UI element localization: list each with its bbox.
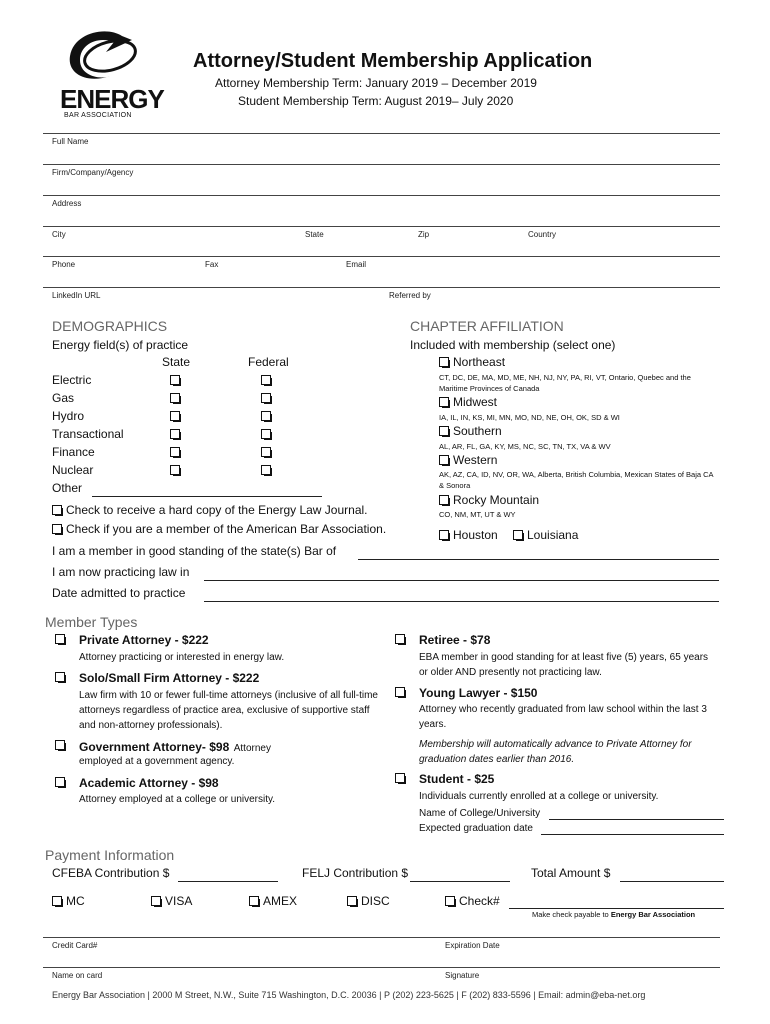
expiration-label: Expiration Date — [445, 941, 500, 950]
eba-logo — [56, 28, 164, 124]
transactional-state-checkbox[interactable] — [170, 429, 180, 439]
row-nuclear: Nuclear — [52, 463, 94, 477]
energy-fields-label: Energy field(s) of practice — [52, 338, 189, 352]
rocky-mountain-option[interactable] — [439, 493, 539, 507]
grad-date-label: Expected graduation date — [419, 823, 533, 834]
disc-checkbox[interactable] — [347, 896, 357, 906]
credit-card-field[interactable] — [43, 967, 720, 968]
amex-option[interactable] — [249, 894, 297, 908]
address-field[interactable] — [43, 226, 720, 227]
row-hydro: Hydro — [52, 409, 85, 423]
transactional-federal-checkbox[interactable] — [261, 429, 271, 439]
name-on-card-label: Name on card — [52, 971, 103, 980]
city-label: City — [52, 230, 66, 239]
check-note-payee: Energy Bar Association — [610, 910, 696, 919]
row-finance: Finance — [52, 445, 95, 459]
date-admitted-label: Date admitted to practice — [52, 586, 186, 600]
row-electric: Electric — [52, 373, 92, 387]
footer-text: Energy Bar Association | 2000 M Street, N.W., Suite 715 Washington, D.C. 20036 | P (202) 223-5625 | F (202) 833-5596 | Email: — [52, 990, 564, 1000]
western-label: Western — [453, 453, 498, 467]
felj-field[interactable] — [410, 881, 510, 882]
northeast-label: Northeast — [453, 355, 506, 369]
solo-attorney-checkbox[interactable] — [55, 672, 65, 682]
private-attorney-label: Private Attorney - $222 — [79, 633, 209, 647]
gas-state-checkbox[interactable] — [170, 393, 180, 403]
firm-field[interactable] — [43, 195, 720, 196]
rocky-mountain-label: Rocky Mountain — [453, 493, 540, 507]
journal-label: Check to receive a hard copy of the Energy Law Journal. — [66, 503, 368, 517]
houston-label: Houston — [453, 528, 498, 542]
footer-email-link[interactable]: admin@eba-net.org — [565, 990, 646, 1000]
houston-option[interactable] — [439, 528, 498, 542]
hydro-state-checkbox[interactable] — [170, 411, 180, 421]
cfeba-field[interactable] — [178, 881, 278, 882]
northeast-states: CT, DC, DE, MA, MD, ME, NH, NJ, NY, PA, RI, VT, Ontario, Quebec and the Maritime Provinces of Canada — [439, 373, 691, 393]
louisiana-option[interactable] — [513, 528, 578, 542]
cfeba-label: CFEBA Contribution $ — [52, 866, 170, 880]
phone-label: Phone — [52, 260, 76, 269]
midwest-checkbox[interactable] — [439, 397, 449, 407]
western-checkbox[interactable] — [439, 455, 449, 465]
email-label: Email — [346, 260, 367, 269]
check-payable-note — [532, 910, 695, 919]
mc-label: MC — [66, 894, 85, 908]
college-label: Name of College/University — [419, 808, 541, 819]
total-field[interactable] — [620, 881, 724, 882]
student-checkbox[interactable] — [395, 773, 405, 783]
western-states: AK, AZ, CA, ID, NV, OR, WA, Alberta, British Columbia, Mexican States of Baja CA & Sonora — [439, 470, 714, 490]
retiree-label: Retiree - $78 — [419, 633, 491, 647]
chapter-included-label: Included with membership (select one) — [410, 338, 616, 352]
row-gas: Gas — [52, 391, 75, 405]
government-attorney-label: Government Attorney- $98 — [79, 740, 230, 754]
young-lawyer-desc: Attorney who recently graduated from law school within the last 3 years. — [419, 704, 707, 730]
academic-attorney-desc: Attorney employed at a college or university. — [79, 794, 276, 805]
finance-state-checkbox[interactable] — [170, 447, 180, 457]
louisiana-label: Louisiana — [527, 528, 579, 542]
firm-label: Firm/Company/Agency — [52, 168, 134, 177]
row-transactional: Transactional — [52, 427, 124, 441]
credit-card-label: Credit Card# — [52, 941, 98, 950]
signature-label: Signature — [445, 971, 480, 980]
linkedin-label: LinkedIn URL — [52, 291, 101, 300]
attorney-term: Attorney Membership Term: January 2019 – December 2019 — [215, 76, 537, 90]
amex-label: AMEX — [263, 894, 298, 908]
amex-checkbox[interactable] — [249, 896, 259, 906]
nuclear-federal-checkbox[interactable] — [261, 465, 271, 475]
solo-attorney-label: Solo/Small Firm Attorney - $222 — [79, 671, 260, 685]
southern-label: Southern — [453, 424, 502, 438]
footer — [52, 990, 645, 1000]
phone-field[interactable] — [43, 287, 720, 288]
young-lawyer-note: Membership will automatically advance to Private Attorney for graduation dates earlier than 2016. — [419, 739, 692, 765]
electric-state-checkbox[interactable] — [170, 375, 180, 385]
good-standing-field[interactable] — [358, 559, 719, 560]
southern-states: AL, AR, FL, GA, KY, MS, NC, SC, TN, TX, VA & WV — [439, 442, 611, 451]
logo-main-text: ENERGY — [60, 84, 164, 114]
practicing-label: I am now practicing law in — [52, 565, 190, 579]
chapter-heading: CHAPTER AFFILIATION — [410, 318, 564, 334]
other-field[interactable] — [92, 496, 322, 497]
check-checkbox[interactable] — [445, 896, 455, 906]
fax-label: Fax — [205, 260, 219, 269]
practicing-field[interactable] — [204, 580, 719, 581]
electric-federal-checkbox[interactable] — [261, 375, 271, 385]
gas-federal-checkbox[interactable] — [261, 393, 271, 403]
private-attorney-checkbox[interactable] — [55, 634, 65, 644]
northeast-option[interactable] — [439, 355, 505, 369]
logo-swoosh-icon — [62, 28, 142, 88]
southern-option[interactable] — [439, 424, 502, 438]
student-term: Student Membership Term: August 2019– July 2020 — [238, 94, 514, 108]
aba-checkbox[interactable] — [52, 524, 62, 534]
full-name-field[interactable] — [43, 164, 720, 165]
government-attorney-desc-b: employed at a government agency. — [79, 756, 235, 767]
felj-label: FELJ Contribution $ — [302, 866, 409, 880]
check-note-prefix: Make check payable to — [532, 910, 609, 919]
retiree-desc: EBA member in good standing for at least five (5) years, 65 years or older AND presently not practicing law. — [419, 652, 709, 678]
good-standing-label: I am a member in good standing of the state(s) Bar of — [52, 544, 337, 558]
retiree-checkbox[interactable] — [395, 634, 405, 644]
student-desc: Individuals currently enrolled at a college or university. — [419, 791, 659, 802]
hydro-federal-checkbox[interactable] — [261, 411, 271, 421]
houston-checkbox[interactable] — [439, 530, 449, 540]
finance-federal-checkbox[interactable] — [261, 447, 271, 457]
country-label: Country — [528, 230, 557, 239]
state-label: State — [305, 230, 324, 239]
visa-checkbox[interactable] — [151, 896, 161, 906]
midwest-option[interactable] — [439, 395, 497, 409]
private-attorney-desc: Attorney practicing or interested in energy law. — [79, 652, 285, 663]
check-option[interactable] — [445, 894, 500, 908]
total-label: Total Amount $ — [531, 866, 611, 880]
mc-checkbox[interactable] — [52, 896, 62, 906]
zip-label: Zip — [418, 230, 430, 239]
young-lawyer-label: Young Lawyer - $150 — [419, 686, 538, 700]
mc-option[interactable] — [52, 894, 85, 908]
midwest-label: Midwest — [453, 395, 498, 409]
journal-option[interactable] — [52, 503, 368, 517]
payment-heading: Payment Information — [45, 847, 175, 863]
rocky-mountain-checkbox[interactable] — [439, 495, 449, 505]
nuclear-state-checkbox[interactable] — [170, 465, 180, 475]
page-title: Attorney/Student Membership Application — [193, 50, 593, 72]
city-field[interactable] — [43, 256, 720, 257]
payment-divider — [43, 937, 720, 938]
western-option[interactable] — [439, 453, 497, 467]
logo-sub-text: BAR ASSOCIATION — [64, 112, 132, 119]
northeast-checkbox[interactable] — [439, 357, 449, 367]
full-name-label: Full Name — [52, 137, 89, 146]
demographics-heading: DEMOGRAPHICS — [52, 318, 168, 334]
student-label: Student - $25 — [419, 772, 495, 786]
aba-option[interactable] — [52, 522, 386, 536]
state-column-header: State — [162, 355, 191, 369]
referred-by-label: Referred by — [389, 291, 431, 300]
southern-checkbox[interactable] — [439, 426, 449, 436]
federal-column-header: Federal — [248, 355, 289, 369]
visa-label: VISA — [165, 894, 193, 908]
louisiana-checkbox[interactable] — [513, 530, 523, 540]
address-label: Address — [52, 199, 82, 208]
government-attorney-checkbox[interactable] — [55, 740, 65, 750]
midwest-states: IA, IL, IN, KS, MI, MN, MO, ND, NE, OH, OK, SD & WI — [439, 413, 620, 422]
aba-label: Check if you are a member of the American Bar Association. — [66, 522, 387, 536]
date-admitted-field[interactable] — [204, 601, 719, 602]
divider-top — [43, 133, 720, 134]
grad-date-field[interactable] — [541, 834, 724, 835]
check-label: Check# — [459, 894, 500, 908]
solo-attorney-desc: Law firm with 10 or fewer full-time attorneys (inclusive of all full-time attorneys regardless of practice area, exclusive of supportive staff and non-attorney professionals). — [79, 690, 378, 731]
academic-attorney-checkbox[interactable] — [55, 777, 65, 787]
academic-attorney-label: Academic Attorney - $98 — [79, 776, 219, 790]
young-lawyer-checkbox[interactable] — [395, 687, 405, 697]
disc-option[interactable] — [347, 894, 390, 908]
journal-checkbox[interactable] — [52, 505, 62, 515]
rocky-mountain-states: CO, NM, MT, UT & WY — [439, 510, 516, 519]
government-attorney-desc-a: Attorney — [233, 743, 271, 754]
check-number-field[interactable] — [509, 908, 724, 909]
disc-label: DISC — [361, 894, 390, 908]
member-types-heading: Member Types — [45, 614, 138, 630]
row-other: Other — [52, 481, 83, 495]
visa-option[interactable] — [151, 894, 192, 908]
college-field[interactable] — [549, 819, 724, 820]
